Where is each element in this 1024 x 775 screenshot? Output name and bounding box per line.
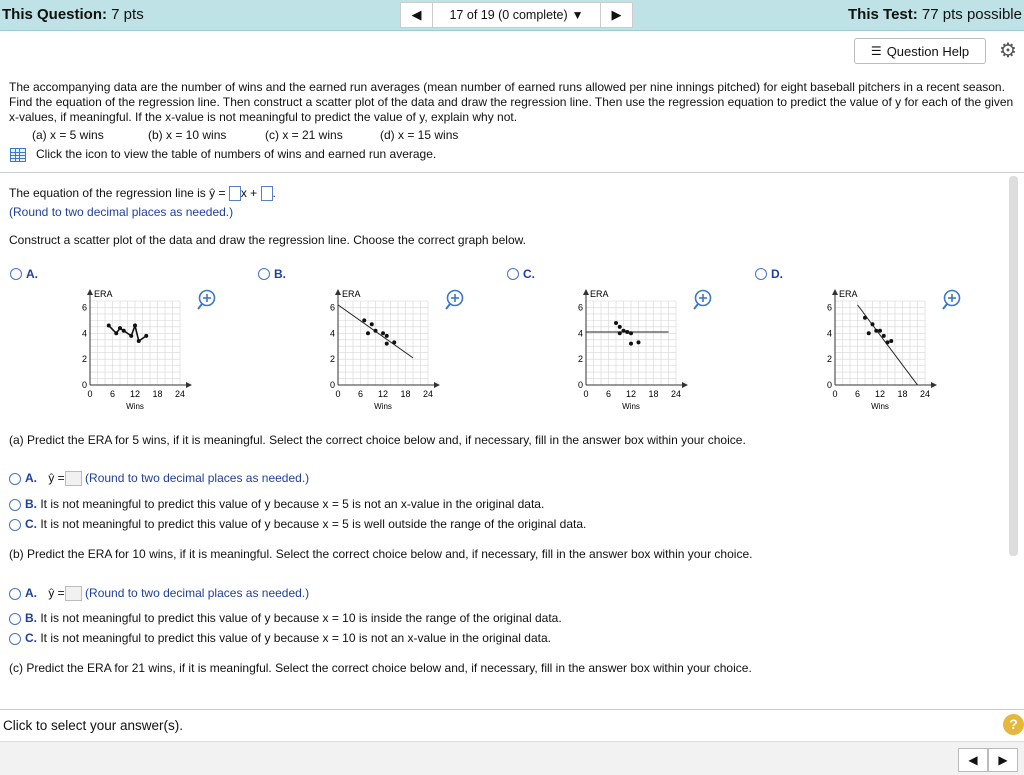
radio-a[interactable] xyxy=(10,268,22,280)
radio-c[interactable] xyxy=(507,268,519,280)
y-axis-label: ERA xyxy=(590,289,609,299)
data-point xyxy=(637,340,641,344)
x-tick-label: 18 xyxy=(152,389,163,399)
x-value-c: (c) x = 21 wins xyxy=(265,128,343,142)
prev-question-button[interactable] xyxy=(400,2,433,28)
data-point xyxy=(618,331,622,335)
x-tick-label: 6 xyxy=(357,389,364,399)
data-point xyxy=(385,334,389,338)
option-text: It is not meaningful to predict this value of y because x = 10 is inside the range of the original data. xyxy=(40,611,562,625)
y-tick-label: 4 xyxy=(329,328,335,339)
list-icon: ☰ xyxy=(870,44,882,58)
data-point xyxy=(129,334,133,338)
rounding-note: (Round to two decimal places as needed.) xyxy=(85,586,310,600)
option-label: C. xyxy=(523,267,535,281)
x-axis-arrow xyxy=(434,382,440,388)
y-tick-label: 6 xyxy=(577,302,583,313)
slope-input[interactable] xyxy=(229,186,241,201)
data-point xyxy=(871,322,875,326)
regression-mid: x + xyxy=(240,186,258,200)
y-tick-label: 4 xyxy=(81,328,87,339)
y-tick-label: 6 xyxy=(826,302,832,313)
test-points: This Test: 77 pts possible xyxy=(848,6,1022,23)
option-label: A. xyxy=(25,586,37,600)
x-tick-label: 12 xyxy=(874,389,886,399)
option-label: A. xyxy=(25,471,37,485)
data-point xyxy=(629,342,633,346)
y-tick-label: 0 xyxy=(577,380,583,390)
data-point xyxy=(889,339,893,343)
x-axis-label: Wins xyxy=(126,402,144,411)
radio[interactable] xyxy=(9,473,21,485)
question-points: This Question: 7 pts xyxy=(2,6,144,23)
option-text: It is not meaningful to predict this value of y because x = 5 is well outside the range of the original data. xyxy=(40,517,587,531)
rounding-note: (Round to two decimal places as needed.) xyxy=(85,471,310,485)
zoom-icon-handle xyxy=(198,304,202,309)
regression-suffix: . xyxy=(272,186,276,200)
scrollbar[interactable] xyxy=(1009,176,1018,556)
part-c-prompt: (c) Predict the ERA for 21 wins, if it is meaningful. Select the correct choice below and, if necessary, fill in the answer box within your choice. xyxy=(9,661,752,675)
data-point xyxy=(107,324,111,328)
y-tick-label: 2 xyxy=(577,354,583,365)
x-axis-arrow xyxy=(682,382,688,388)
regression-prefix: The equation of the regression line is ŷ = xyxy=(9,186,226,200)
x-tick-label: 18 xyxy=(897,389,908,399)
part-b-option-b[interactable] xyxy=(9,611,562,625)
question-selector[interactable] xyxy=(433,2,600,28)
divider xyxy=(0,172,1024,173)
x-tick-label: 12 xyxy=(377,389,389,399)
next-arrow-icon: ▶ xyxy=(998,753,1008,767)
data-point xyxy=(133,324,137,328)
data-point xyxy=(874,329,878,333)
x-tick-label: 0 xyxy=(335,389,341,399)
data-point xyxy=(614,321,618,325)
part-b-option-a[interactable] xyxy=(9,586,309,601)
status-text: Click to select your answer(s). xyxy=(3,718,184,733)
y-tick-label: 0 xyxy=(329,380,335,390)
table-icon[interactable] xyxy=(10,148,26,162)
part-b-prompt: (b) Predict the ERA for 10 wins, if it is meaningful. Select the correct choice below and, if necessary, fill in the answer box within your choice. xyxy=(9,547,753,561)
data-point xyxy=(144,334,148,338)
data-point xyxy=(886,340,890,344)
data-point xyxy=(622,329,626,333)
scatter-plot-d xyxy=(815,285,975,415)
option-label: C. xyxy=(25,631,37,645)
data-point xyxy=(114,331,118,335)
data-point xyxy=(122,329,126,333)
top-bar xyxy=(0,0,1024,31)
option-label: B. xyxy=(25,497,37,511)
y-tick-label: 6 xyxy=(329,302,335,313)
x-value-a: (a) x = 5 wins xyxy=(32,128,104,142)
part-a-prompt: (a) Predict the ERA for 5 wins, if it is meaningful. Select the correct choice below and, if necessary, fill in the answer box within your choice. xyxy=(9,433,746,447)
scatter-plot-b xyxy=(318,285,478,415)
radio[interactable] xyxy=(9,519,21,531)
regression-equation xyxy=(9,186,276,201)
y-axis-label: ERA xyxy=(839,289,858,299)
option-label: D. xyxy=(771,267,783,281)
y-axis-label: ERA xyxy=(94,289,113,299)
x-tick-label: 6 xyxy=(854,389,861,399)
zoom-icon-handle xyxy=(943,304,947,309)
y-tick-label: 2 xyxy=(329,354,335,365)
graph-option-b[interactable] xyxy=(258,267,286,281)
data-point xyxy=(618,325,622,329)
yhat-label: ŷ = xyxy=(48,586,65,600)
data-point xyxy=(863,316,867,320)
graph-option-d[interactable] xyxy=(755,267,783,281)
data-point xyxy=(118,326,122,330)
x-tick-label: 0 xyxy=(832,389,838,399)
radio-d[interactable] xyxy=(755,268,767,280)
data-point xyxy=(366,331,370,335)
part-a-option-c[interactable] xyxy=(9,517,586,531)
data-point xyxy=(629,331,633,335)
option-label: B. xyxy=(274,267,286,281)
y-tick-label: 2 xyxy=(81,354,87,365)
x-tick-label: 12 xyxy=(625,389,637,399)
footer xyxy=(0,741,1024,775)
y-tick-label: 0 xyxy=(81,380,87,390)
part-a-option-b[interactable] xyxy=(9,497,544,511)
zoom-icon-handle xyxy=(446,304,450,309)
y-tick-label: 6 xyxy=(81,302,87,313)
question-progress: 17 of 19 (0 complete) xyxy=(449,8,568,22)
x-tick-label: 6 xyxy=(109,389,116,399)
option-text: It is not meaningful to predict this value of y because x = 10 is not an x-value in the original data. xyxy=(40,631,551,645)
help-icon[interactable]: ? xyxy=(1003,714,1024,735)
radio-b[interactable] xyxy=(258,268,270,280)
answer-input[interactable] xyxy=(65,586,82,601)
scatter-plot-c xyxy=(566,285,726,415)
radio[interactable] xyxy=(9,499,21,511)
x-tick-label: 0 xyxy=(87,389,93,399)
zoom-icon-handle xyxy=(694,304,698,309)
x-axis-label: Wins xyxy=(622,402,640,411)
radio[interactable] xyxy=(9,633,21,645)
rounding-note: (Round to two decimal places as needed.) xyxy=(9,205,234,219)
data-point xyxy=(362,318,366,322)
data-point xyxy=(385,342,389,346)
x-tick-label: 0 xyxy=(583,389,589,399)
footer-nav xyxy=(958,748,1018,772)
next-arrow-icon: ▶ xyxy=(611,7,622,22)
scatter-plot-a xyxy=(70,285,230,415)
question-help-label: Question Help xyxy=(886,43,970,59)
chevron-down-icon: ▼ xyxy=(571,8,584,22)
y-axis-arrow xyxy=(832,289,838,295)
data-point xyxy=(867,331,871,335)
question-navigator xyxy=(400,2,633,28)
graph-option-c[interactable] xyxy=(507,267,535,281)
answer-input[interactable] xyxy=(65,471,82,486)
data-point xyxy=(878,329,882,333)
x-value-d: (d) x = 15 wins xyxy=(380,128,459,142)
x-tick-label: 6 xyxy=(605,389,612,399)
x-axis-label: Wins xyxy=(374,402,392,411)
problem-statement: The accompanying data are the number of wins and the earned run averages (mean number of earned runs allowed per nine innings pitched) for eight baseball pitchers in a recent season. Find the equation of the regression line. Then construct a scatter plot of the data and draw the regression line. Then use the regression equation to predict the value of y for each of the given x-values, if meaningful. If the x-value is not meaningful to predict the value of y, explain why not. xyxy=(9,80,1014,124)
scatter-prompt: Construct a scatter plot of the data and draw the regression line. Choose the correct graph below. xyxy=(9,233,526,247)
data-point xyxy=(370,322,374,326)
yhat-label: ŷ = xyxy=(48,471,65,485)
y-axis-label: ERA xyxy=(342,289,361,299)
option-text: It is not meaningful to predict this value of y because x = 5 is not an x-value in the original data. xyxy=(40,497,545,511)
y-axis-arrow xyxy=(335,289,341,295)
x-tick-label: 24 xyxy=(670,389,682,399)
x-tick-label: 18 xyxy=(648,389,659,399)
x-axis-arrow xyxy=(186,382,192,388)
question-help-button[interactable] xyxy=(854,38,986,64)
data-point xyxy=(137,339,141,343)
radio[interactable] xyxy=(9,613,21,625)
part-a-option-a[interactable] xyxy=(9,471,309,486)
data-point xyxy=(374,329,378,333)
graph-option-a[interactable] xyxy=(10,267,38,281)
x-tick-label: 12 xyxy=(129,389,141,399)
option-label: C. xyxy=(25,517,37,531)
prev-arrow-icon: ◀ xyxy=(968,753,978,767)
option-label: B. xyxy=(25,611,37,625)
footer-prev-button[interactable] xyxy=(958,748,988,772)
part-b-option-c[interactable] xyxy=(9,631,551,645)
y-tick-label: 0 xyxy=(826,380,832,390)
data-point xyxy=(882,334,886,338)
footer-next-button[interactable] xyxy=(988,748,1018,772)
data-point xyxy=(625,330,629,334)
x-tick-label: 24 xyxy=(919,389,931,399)
y-tick-label: 4 xyxy=(577,328,583,339)
data-point xyxy=(392,340,396,344)
option-label: A. xyxy=(26,267,38,281)
status-bar xyxy=(0,709,1024,741)
x-tick-label: 18 xyxy=(400,389,411,399)
data-point xyxy=(381,331,385,335)
table-link-text: Click the icon to view the table of numbers of wins and earned run average. xyxy=(36,147,437,161)
x-value-b: (b) x = 10 wins xyxy=(148,128,227,142)
next-question-button[interactable] xyxy=(600,2,633,28)
prev-arrow-icon: ◀ xyxy=(411,7,422,22)
x-tick-label: 24 xyxy=(174,389,186,399)
intercept-input[interactable] xyxy=(261,186,273,201)
y-tick-label: 2 xyxy=(826,354,832,365)
gear-icon[interactable]: ⚙ xyxy=(999,40,1017,62)
x-tick-label: 24 xyxy=(422,389,434,399)
y-axis-arrow xyxy=(583,289,589,295)
radio[interactable] xyxy=(9,588,21,600)
x-axis-arrow xyxy=(931,382,937,388)
y-axis-arrow xyxy=(87,289,93,295)
x-axis-label: Wins xyxy=(871,402,889,411)
y-tick-label: 4 xyxy=(826,328,832,339)
